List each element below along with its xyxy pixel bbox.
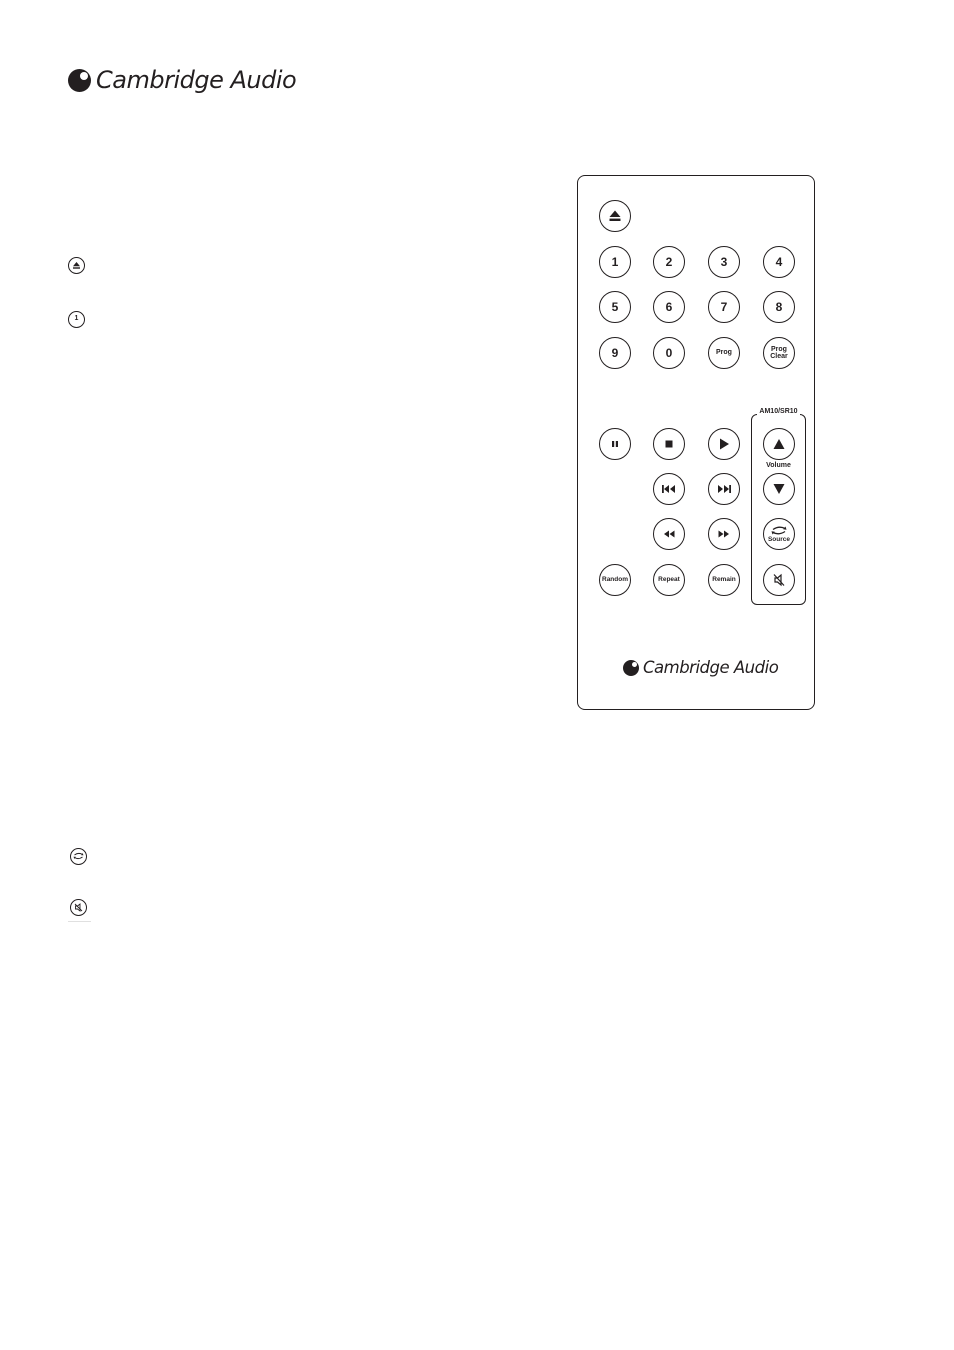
rewind-icon bbox=[662, 529, 676, 539]
eject-icon bbox=[68, 257, 85, 274]
play-button[interactable] bbox=[708, 428, 740, 460]
eject-button[interactable] bbox=[599, 200, 631, 232]
rewind-button[interactable] bbox=[653, 518, 685, 550]
volume-down-button[interactable] bbox=[763, 473, 795, 505]
remote-brand-logo bbox=[623, 658, 778, 677]
source-cycle-icon bbox=[770, 525, 788, 536]
volume-label: Volume bbox=[766, 462, 791, 469]
digit-6-button[interactable] bbox=[653, 291, 685, 323]
play-icon bbox=[717, 437, 731, 451]
repeat-label: Repeat bbox=[658, 576, 680, 584]
digit-2-label: 2 bbox=[665, 255, 673, 269]
volume-up-button[interactable] bbox=[763, 428, 795, 460]
brand-mark-icon bbox=[623, 660, 639, 676]
digit-4-label: 4 bbox=[775, 255, 783, 269]
divider bbox=[68, 921, 91, 922]
digit-9-button[interactable] bbox=[599, 337, 631, 369]
triangle-up-icon bbox=[772, 437, 786, 451]
brand-logo bbox=[68, 66, 296, 94]
digit-9-label: 9 bbox=[611, 346, 619, 360]
mute-button[interactable] bbox=[763, 564, 795, 596]
random-label: Random bbox=[602, 576, 628, 584]
skip-back-icon bbox=[661, 484, 677, 494]
digit-one-icon-label: 1 bbox=[74, 315, 79, 322]
digit-6-label: 6 bbox=[665, 300, 673, 314]
pause-button[interactable] bbox=[599, 428, 631, 460]
digit-3-button[interactable] bbox=[708, 246, 740, 278]
pause-icon bbox=[610, 439, 620, 449]
digit-1-button[interactable] bbox=[599, 246, 631, 278]
prog-clear-label: Prog Clear bbox=[770, 345, 788, 360]
digit-3-label: 3 bbox=[720, 255, 728, 269]
mute-icon bbox=[771, 572, 787, 588]
digit-7-button[interactable] bbox=[708, 291, 740, 323]
prog-button[interactable] bbox=[708, 337, 740, 369]
digit-4-button[interactable] bbox=[763, 246, 795, 278]
digit-8-button[interactable] bbox=[763, 291, 795, 323]
mute-icon bbox=[70, 899, 87, 916]
remote-control bbox=[577, 175, 815, 710]
digit-7-label: 7 bbox=[720, 300, 728, 314]
stop-icon bbox=[664, 439, 674, 449]
digit-5-label: 5 bbox=[611, 300, 619, 314]
eject-icon bbox=[607, 208, 623, 224]
fast-forward-icon bbox=[717, 529, 731, 539]
digit-0-button[interactable] bbox=[653, 337, 685, 369]
stop-button[interactable] bbox=[653, 428, 685, 460]
digit-0-label: 0 bbox=[665, 346, 673, 360]
random-button[interactable] bbox=[599, 564, 631, 596]
repeat-button[interactable] bbox=[653, 564, 685, 596]
remote-brand-name: Cambridge Audio bbox=[643, 658, 779, 677]
prog-label: Prog bbox=[716, 349, 732, 357]
skip-back-button[interactable] bbox=[653, 473, 685, 505]
triangle-down-icon bbox=[772, 482, 786, 496]
digit-5-button[interactable] bbox=[599, 291, 631, 323]
digit-8-label: 8 bbox=[775, 300, 783, 314]
source-icon bbox=[70, 848, 87, 865]
digit-1-label: 1 bbox=[611, 255, 619, 269]
digit-2-button[interactable] bbox=[653, 246, 685, 278]
brand-mark-icon bbox=[68, 69, 91, 92]
source-button[interactable] bbox=[763, 518, 795, 550]
source-label: Source bbox=[767, 535, 791, 543]
fast-forward-button[interactable] bbox=[708, 518, 740, 550]
remain-label: Remain bbox=[712, 576, 736, 584]
brand-name: Cambridge Audio bbox=[96, 66, 297, 94]
skip-forward-icon bbox=[716, 484, 732, 494]
digit-one-icon bbox=[68, 311, 85, 328]
amp-group-label: AM10/SR10 bbox=[759, 408, 798, 415]
remain-button[interactable] bbox=[708, 564, 740, 596]
skip-forward-button[interactable] bbox=[708, 473, 740, 505]
prog-clear-button[interactable] bbox=[763, 337, 795, 369]
